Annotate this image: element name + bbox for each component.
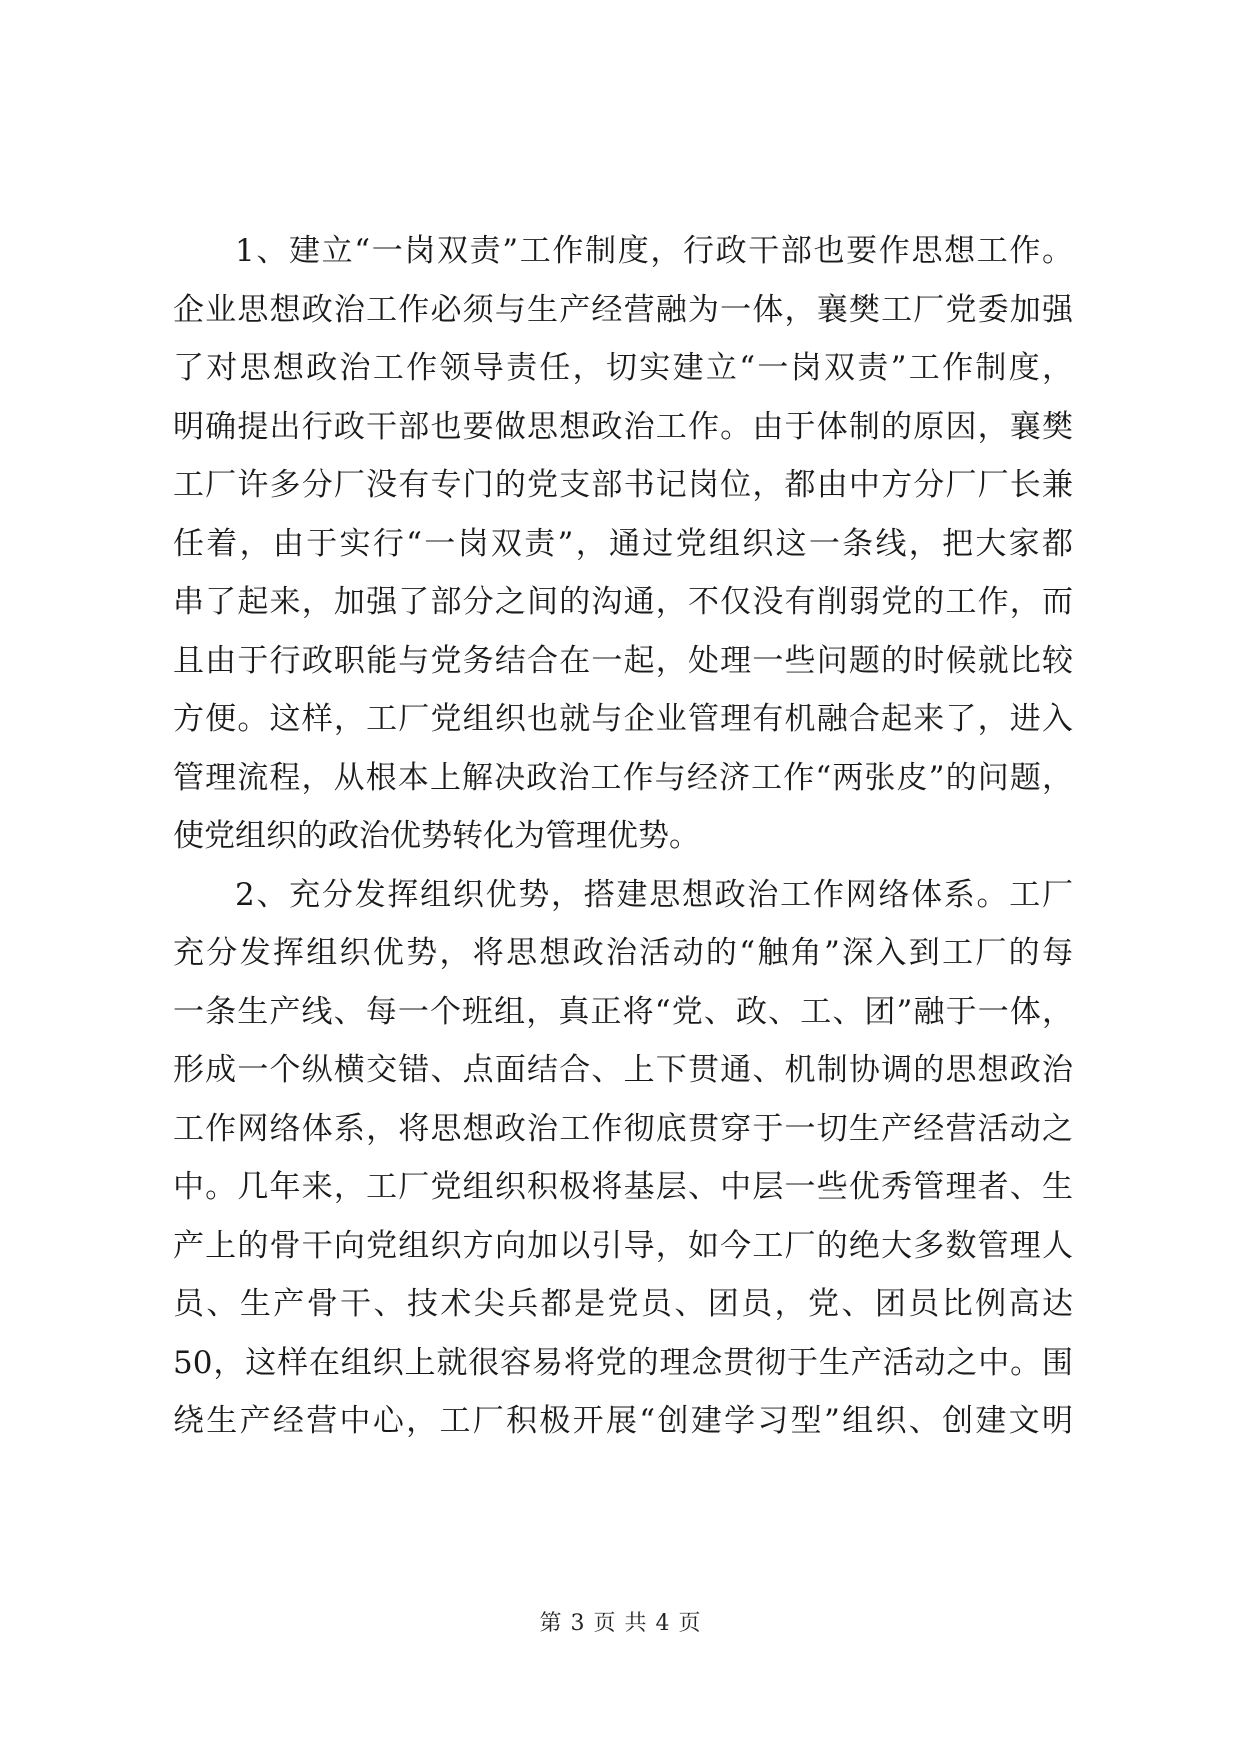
text-line (173, 924, 1073, 983)
text-line-content: 工厂许多分厂没有专门的党支部书记岗位，都由中方分厂厂长兼 (173, 467, 1073, 503)
text-line (173, 398, 1073, 457)
text-line (173, 339, 1073, 398)
text-line (173, 1275, 1073, 1334)
text-line-content: 串了起来，加强了部分之间的沟通，不仅没有削弱党的工作，而 (173, 584, 1073, 620)
text-line-content: 且由于行政职能与党务结合在一起，处理一些问题的时候就比较 (173, 642, 1073, 679)
page-footer: 第 3 页 共 4 页 (539, 1611, 702, 1636)
body-text (173, 222, 1073, 1451)
text-line-content: 1、建立“一岗双责”工作制度，行政干部也要作思想工作。 (235, 233, 1073, 269)
text-line (173, 1041, 1073, 1100)
text-line (173, 690, 1073, 749)
text-line-content: 方便。这样，工厂党组织也就与企业管理有机融合起来了，进入 (173, 701, 1073, 737)
text-line-content: 使党组织的政治优势转化为管理优势。 (173, 818, 700, 854)
text-line (173, 222, 1073, 281)
text-line-content: 企业思想政治工作必须与生产经营融为一体，襄樊工厂党委加强 (173, 291, 1073, 328)
text-line (173, 1158, 1073, 1217)
text-line (173, 632, 1073, 691)
text-line (173, 1334, 1073, 1393)
text-line (173, 281, 1073, 340)
text-line (173, 749, 1073, 808)
text-line (173, 1217, 1073, 1276)
text-line-content: 员、生产骨干、技术尖兵都是党员、团员，党、团员比例高达 (173, 1286, 1073, 1322)
text-line (173, 456, 1073, 515)
text-line-content: 了对思想政治工作领导责任，切实建立“一岗双责”工作制度， (173, 350, 1073, 386)
text-line-content: 一条生产线、每一个班组，真正将“党、政、工、团”融于一体， (173, 993, 1073, 1030)
text-line-content: 充分发挥组织优势，将思想政治活动的“触角”深入到工厂的每 (173, 935, 1073, 971)
text-line-content: 2、充分发挥组织优势，搭建思想政治工作网络体系。工厂 (235, 876, 1073, 913)
text-line (173, 573, 1073, 632)
text-line (173, 866, 1073, 925)
text-line-content: 工作网络体系，将思想政治工作彻底贯穿于一切生产经营活动之 (173, 1110, 1073, 1147)
text-line-content: 形成一个纵横交错、点面结合、上下贯通、机制协调的思想政治 (173, 1052, 1073, 1088)
text-line-content: 50，这样在组织上就很容易将党的理念贯彻于生产活动之中。围 (173, 1344, 1073, 1381)
text-line-content: 产上的骨干向党组织方向加以引导，如今工厂的绝大多数管理人 (173, 1227, 1073, 1264)
text-line-content: 明确提出行政干部也要做思想政治工作。由于体制的原因，襄樊 (173, 408, 1073, 445)
text-line-content: 绕生产经营中心，工厂积极开展“创建学习型”组织、创建文明 (173, 1403, 1073, 1439)
text-line (173, 1100, 1073, 1159)
text-line-content: 中。几年来，工厂党组织积极将基层、中层一些优秀管理者、生 (173, 1169, 1073, 1205)
text-line (173, 807, 1073, 866)
text-line-content: 管理流程，从根本上解决政治工作与经济工作“两张皮”的问题， (173, 759, 1073, 796)
text-line (173, 515, 1073, 574)
text-line (173, 1392, 1073, 1451)
text-line (173, 983, 1073, 1042)
text-line-content: 任着，由于实行“一岗双责”，通过党组织这一条线，把大家都 (173, 525, 1073, 562)
